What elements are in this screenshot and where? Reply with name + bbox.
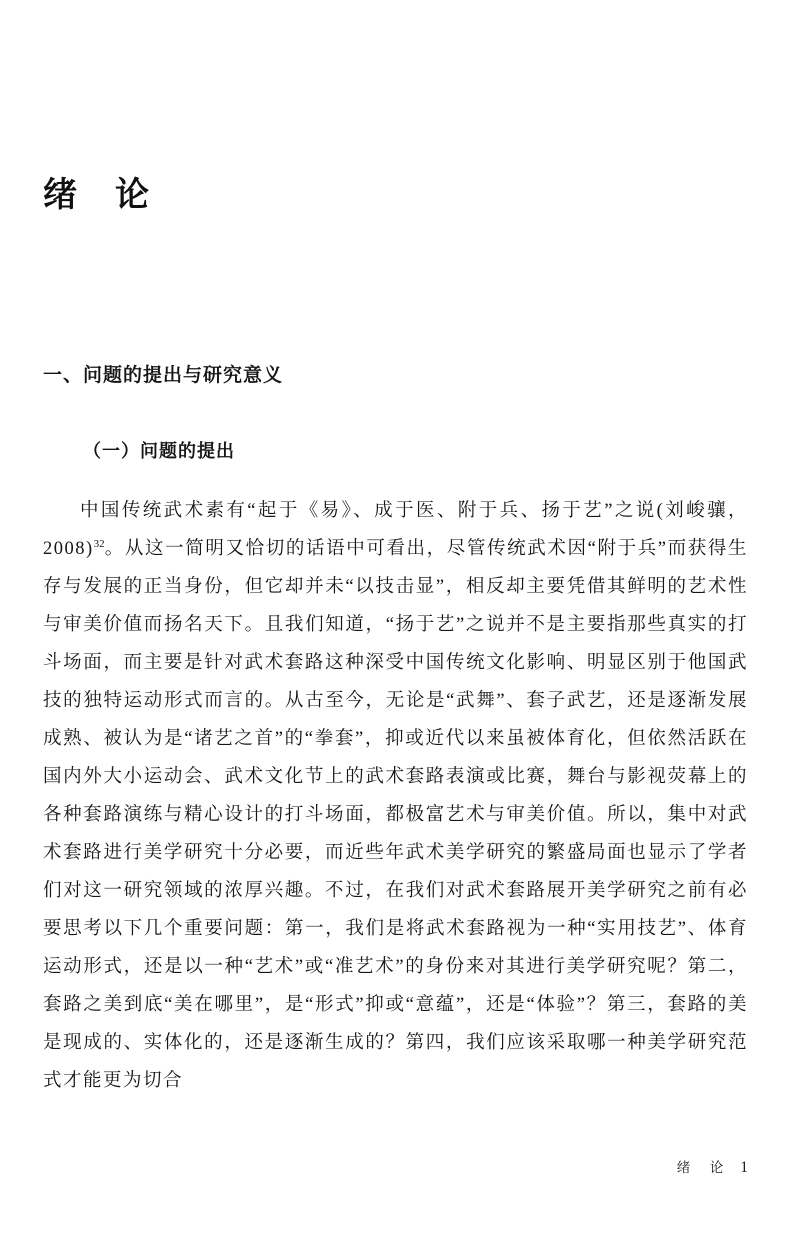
footnote-superscript: 32 bbox=[93, 537, 105, 550]
section-heading: 一、问题的提出与研究意义 bbox=[43, 365, 284, 386]
chapter-title: 绪 论 bbox=[43, 176, 151, 214]
footer-chapter-label: 绪 论 bbox=[676, 1160, 727, 1175]
footer-page-number: 1 bbox=[740, 1159, 748, 1176]
paragraph-text-part1: 中国传统武术素有“起于《易》、成于医、附于兵、扬于艺”之说(刘峻骧，2008) bbox=[43, 501, 748, 559]
page-footer bbox=[677, 1156, 748, 1177]
body-paragraph bbox=[43, 492, 748, 1100]
paragraph-text-part2: 。从这一简明又恰切的话语中可看出，尽管传统武术因“附于兵”而获得生存与发展的正当身份，但它却并未“以技击显”，相反却主要凭借其鲜明的艺术性与审美价值而扬名天下。且我们知道，“扬于艺”之说并不是主要指那些真实的打斗场面，而主要是针对武术套路这种深受中国传统文化影响、明显区别于他国武技的独特运动形式而言的。从古至今，无论是“武舞”、套子武艺，还是逐渐发展成熟、被认为是“诸艺之首”的“拳套”，抑或近代以来虽被体育化，但依然活跃在国内外大小运动会、武术文化节上的武术套路表演或比赛，舞台与影视荧幕上的各种套路演练与精心设计的打斗场面，都极富艺术与审美价值。所以，集中对武术套路进行美学研究十分必要，而近些年武术美学研究的繁盛局面也显示了学者们对这一研究领域的浓厚兴趣。不过，在我们对武术套路展开美学研究之前有必要思考以下几个重要问题：第一，我们是将武术套路视为一种“实用技艺”、体育运动形式，还是以一种“艺术”或“准艺术”的身份来对其进行美学研究呢？第二，套路之美到底“美在哪里”，是“形式”抑或“意蕴”，还是“体验”？第三，套路的美是现成的、实体化的，还是逐渐生成的？第四，我们应该采取哪一种美学研究范式才能更为切合 bbox=[43, 539, 748, 1091]
subsection-heading: （一）问题的提出 bbox=[83, 441, 235, 461]
